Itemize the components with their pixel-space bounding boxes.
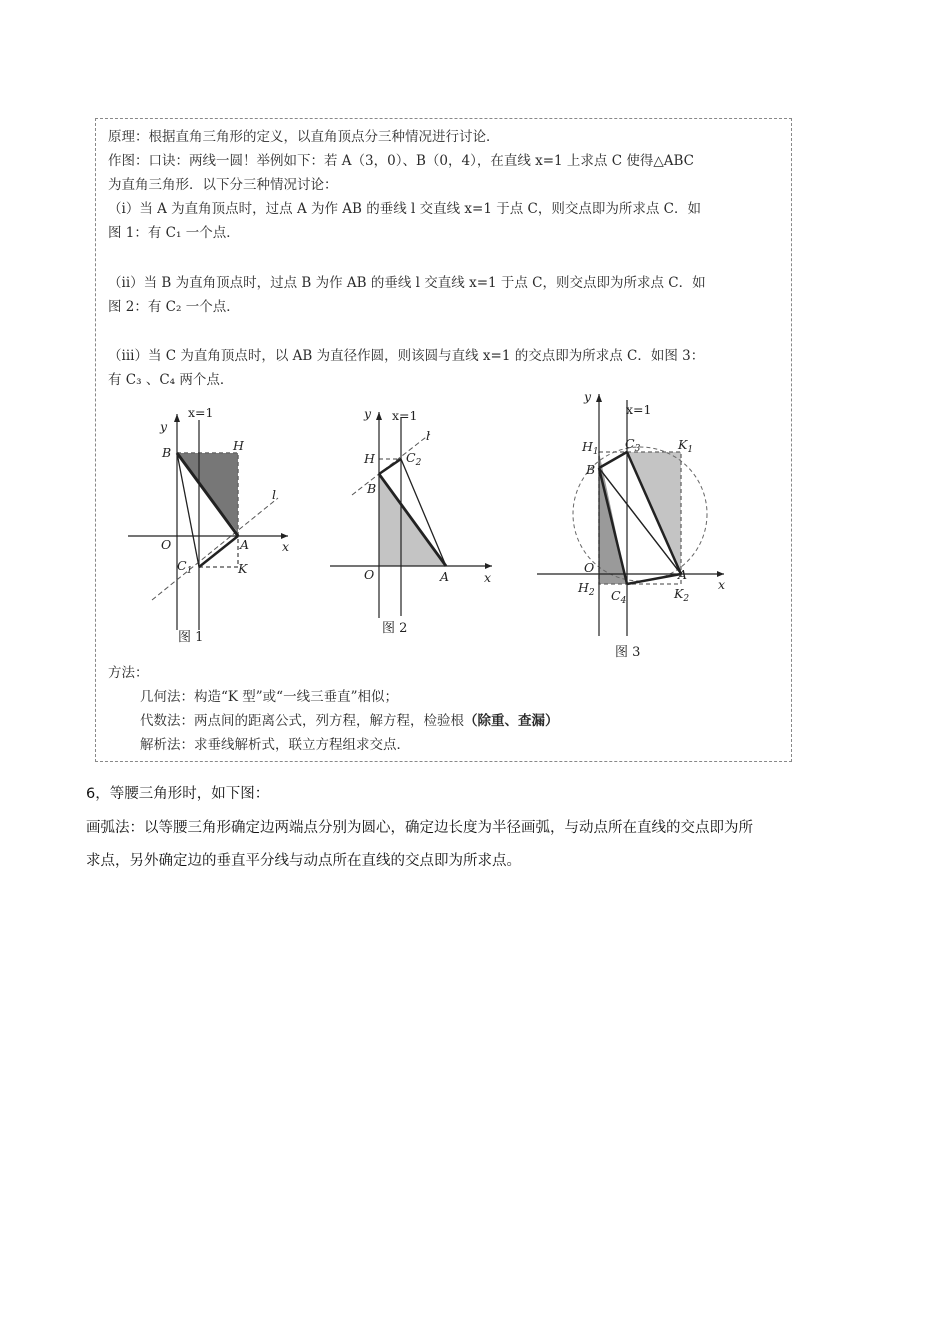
fig3-label-c3: $C_3$: [625, 436, 641, 454]
fig1-segment-ac: [199, 536, 238, 567]
fig3-y-arrow: [596, 394, 602, 402]
fig3-segment-bc3: [599, 452, 627, 468]
fig1-label-b: B: [162, 445, 172, 460]
fig2-label-y: y: [364, 406, 372, 421]
arc-method-line: 画弧法：以等腰三角形确定边两端点分别为圆心，确定边长度为半径画弧，与动点所在直线的交点即为所: [86, 820, 753, 836]
figure-3-caption: 图 3: [615, 645, 641, 660]
method-analytic: 解析法：求垂线解析式，联立方程组求交点．: [140, 737, 410, 753]
fig2-label-x1: x=1: [392, 408, 418, 423]
fig3-label-k1: $K_1$: [678, 437, 694, 455]
method-title: 方法：: [108, 665, 149, 681]
method-geometry: 几何法：构造“K 型”或“一线三垂直”相似；: [140, 689, 398, 705]
principle-line: 原理：根据直角三角形的定义，以直角顶点分三种情况进行讨论．: [108, 129, 500, 145]
fig2-label-a: A: [440, 569, 450, 584]
fig2-label-c2: $C_2$: [406, 450, 422, 468]
fig2-label-h: H: [364, 451, 375, 466]
fig3-label-o: O: [584, 560, 595, 575]
fig3-label-h2: $H_2$: [578, 580, 595, 598]
fig1-label-l: l: [272, 487, 276, 502]
fig1-label-x1: x=1: [188, 405, 214, 420]
method-algebra-note: （除重、查漏）: [464, 713, 559, 729]
fig3-label-h1: $H_1$: [582, 439, 599, 457]
drawing-line: 作图：口诀：两线一圆！举例如下：若 A（3，0）、B（0，4），在直线 x=1 上求点 C 使得△ABC: [108, 153, 694, 169]
fig2-segment-bc: [379, 459, 401, 474]
fig3-label-k2: $K_2$: [674, 586, 690, 604]
case2-line: （ii）当 B 为直角顶点时，过点 B 为作 AB 的垂线 l 交直线 x=1 于点 C，则交点即为所求点 C．如: [108, 275, 706, 291]
fig3-label-a: A: [678, 567, 688, 582]
isosceles-heading: 6，等腰三角形时，如下图：: [86, 786, 270, 802]
figure-1: [120, 400, 300, 640]
fig1-label-a: A: [240, 537, 250, 552]
fig1-label-c1: $C_1$: [177, 558, 193, 576]
figure-2-caption: 图 2: [382, 621, 408, 636]
fig3-label-y: y: [584, 389, 592, 404]
case1-line: （i）当 A 为直角顶点时，过点 A 为作 AB 的垂线 l 交直线 x=1 于点 C，则交点即为所求点 C．如: [108, 201, 701, 217]
case3-line-cont: 有 C₃ 、C₄ 两个点．: [108, 372, 234, 388]
drawing-line-cont: 为直角三角形．以下分三种情况讨论：: [108, 177, 338, 193]
figure-1-caption: 图 1: [178, 630, 204, 645]
fig1-label-x: x: [282, 539, 290, 554]
method-algebra-text: 代数法：两点间的距离公式，列方程，解方程，检验根: [140, 713, 464, 729]
fig2-label-l: l: [426, 428, 430, 443]
fig3-label-x1: x=1: [626, 402, 652, 417]
fig2-label-b: B: [367, 481, 377, 496]
fig2-label-x: x: [484, 570, 492, 585]
fig3-label-x: x: [718, 577, 726, 592]
arc-method-line-cont: 求点，另外确定边的垂直平分线与动点所在直线的交点即为所求点。: [86, 853, 521, 869]
fig3-label-c4: $C_4$: [611, 588, 627, 606]
fig1-label-h: H: [233, 438, 244, 453]
fig2-y-arrow: [376, 412, 382, 420]
fig3-label-b: B: [586, 462, 596, 477]
fig1-y-arrow: [174, 414, 180, 422]
case1-line-cont: 图 1：有 C₁ 一个点．: [108, 225, 240, 241]
case2-line-cont: 图 2：有 C₂ 一个点．: [108, 299, 240, 315]
fig2-label-o: O: [364, 567, 375, 582]
fig3-segment-c4a: [627, 574, 681, 584]
fig1-label-k: K: [238, 561, 248, 576]
fig1-label-o: O: [161, 537, 172, 552]
fig1-label-y: y: [160, 419, 168, 434]
case3-line: （iii）当 C 为直角顶点时，以 AB 为直径作圆，则该圆与直线 x=1 的交点即为所求点 C．如图 3：: [108, 348, 705, 364]
method-algebra: [140, 711, 559, 731]
figure-2: [322, 400, 502, 630]
fig2-x-arrow: [485, 563, 492, 569]
figure-3: [532, 386, 732, 646]
